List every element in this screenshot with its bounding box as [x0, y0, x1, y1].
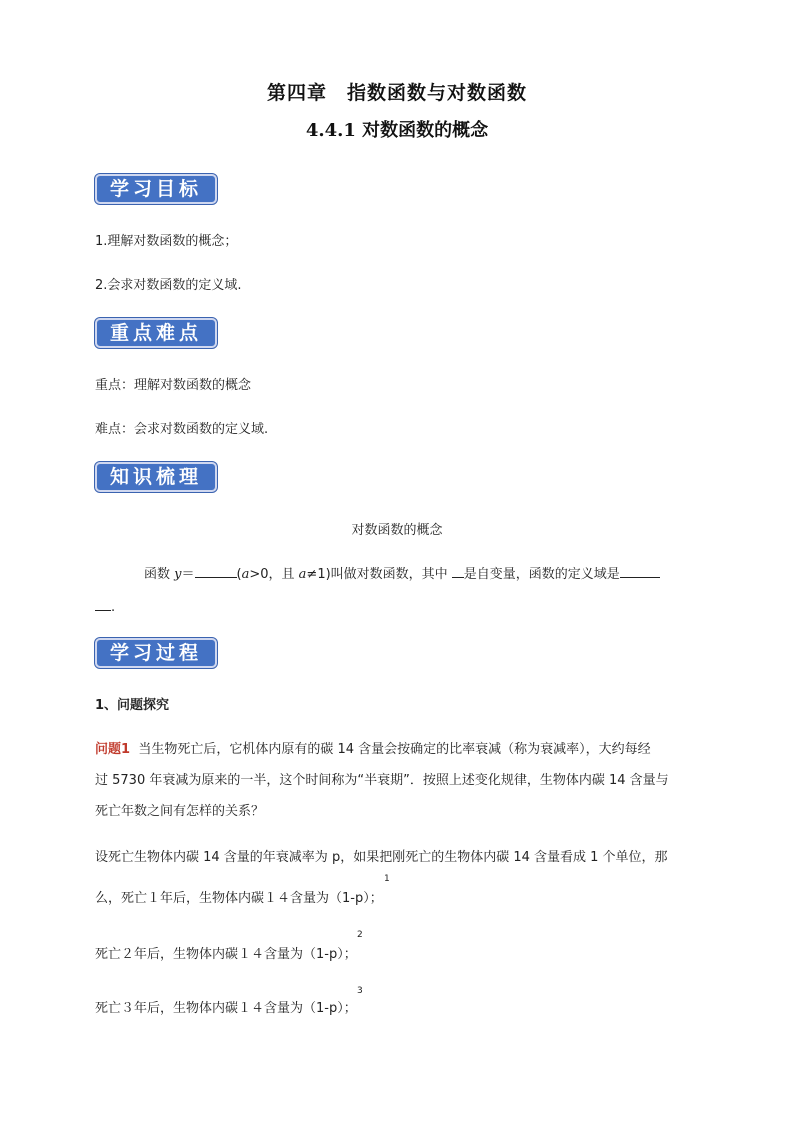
definition-tail: 是自变量，函数的定义域是 — [463, 567, 620, 582]
var-a: a — [241, 567, 250, 582]
process-heading: 1、问题探究 — [95, 698, 170, 713]
badge-key-points: 重点难点 — [95, 318, 217, 348]
exponent-2: 2 — [357, 930, 363, 940]
exponent-1: 1 — [384, 874, 390, 884]
answer-line-2: 么，死亡１年后，生物体内碳１４含量为（1-p）； — [95, 891, 383, 906]
cond-ne: ≠1)叫做对数函数，其中 — [306, 567, 452, 582]
chapter-title: 第四章 指数函数与对数函数 — [266, 82, 527, 104]
answer-line-3: 死亡２年后，生物体内碳１４含量为（1-p）； — [95, 947, 357, 962]
answer-line-4: 死亡３年后，生物体内碳１４含量为（1-p）； — [95, 1001, 357, 1016]
question-1-line-1 — [95, 738, 651, 757]
knowledge-heading: 对数函数的概念 — [351, 523, 443, 538]
var-a-2: a — [298, 567, 307, 582]
question-1-line-2: 过 5730 年衰减为原来的一半，这个时间称为“半衰期”．按照上述变化规律，生物体内碳 14 含量与 — [95, 773, 669, 788]
cond-open: ( — [236, 567, 242, 582]
answer-line-1: 设死亡生物体内碳 14 含量的年衰减率为 p，如果把刚死亡的生物体内碳 14 含量看成 1 个单位，那 — [95, 850, 668, 865]
blank-variable — [452, 563, 464, 578]
cond-gt: >0，且 — [249, 567, 299, 582]
badge-knowledge: 知识梳理 — [95, 462, 217, 492]
question-1-line-3: 死亡年数之间有怎样的关系？ — [95, 804, 265, 819]
question-1-label: 问题1 — [95, 742, 131, 757]
badge-learning-goals: 学习目标 — [95, 174, 217, 204]
goal-item-1: 1.理解对数函数的概念； — [95, 234, 238, 249]
definition-end: . — [111, 600, 116, 615]
definition-text-prefix: 函数 — [144, 567, 175, 582]
blank-domain-cont — [95, 596, 111, 611]
focus-point: 重点：理解对数函数的概念 — [95, 378, 252, 393]
question-1-text-1: 当生物死亡后，它机体内原有的碳 14 含量会按确定的比率衰减（称为衰减率），大约每经 — [138, 742, 651, 757]
blank-domain — [620, 563, 660, 578]
definition-line-2 — [95, 596, 115, 615]
badge-learning-process: 学习过程 — [95, 638, 217, 668]
equals-sign: ＝ — [181, 567, 195, 582]
goal-item-2: 2.会求对数函数的定义域. — [95, 278, 242, 293]
exponent-3: 3 — [357, 986, 363, 996]
blank-function — [195, 563, 237, 578]
var-y: y — [174, 567, 182, 582]
section-title: 4.4.1 对数函数的概念 — [305, 120, 489, 141]
difficulty-point: 难点：会求对数函数的定义域. — [95, 422, 269, 437]
definition-line — [144, 563, 660, 582]
